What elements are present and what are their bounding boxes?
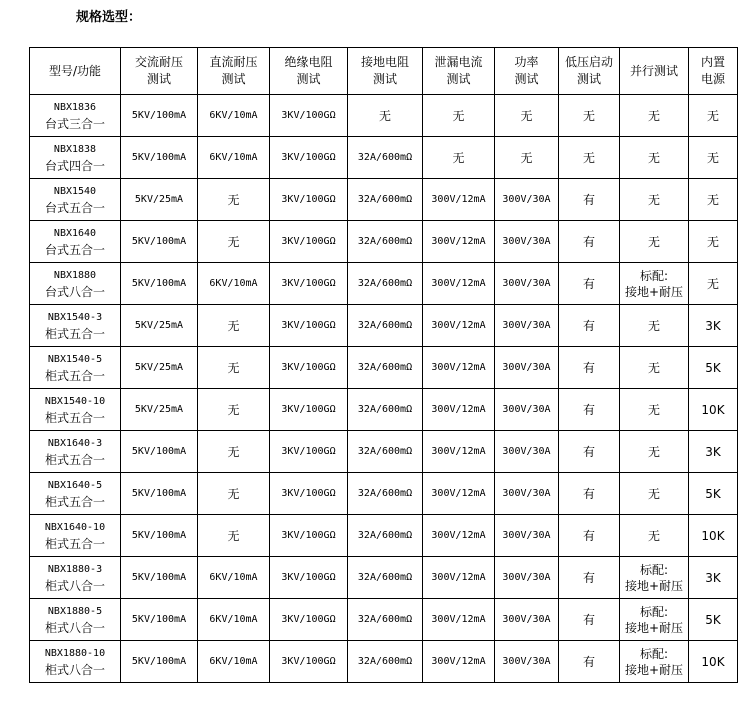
table-row: [30, 515, 738, 557]
cell-leakage-current: 300V/12mA: [423, 557, 495, 599]
cell-ac-withstand: 5KV/100mA: [121, 221, 198, 263]
cell-power: 300V/30A: [495, 599, 559, 641]
cell-ac-withstand: 5KV/25mA: [121, 347, 198, 389]
cell-dc-withstand: 无: [198, 347, 270, 389]
model-name: 柜式五合一: [44, 410, 105, 425]
cell-dc-withstand: 6KV/10mA: [198, 137, 270, 179]
model-code: NBX1540-10: [44, 395, 106, 407]
header-builtin-power: [689, 48, 738, 95]
model-name: 柜式五合一: [44, 368, 105, 383]
model-code: NBX1640: [53, 227, 97, 239]
cell-low-voltage-start: 有: [559, 641, 620, 683]
cell-parallel-test: [620, 431, 689, 473]
cell-ground-resistance: 32A/600mΩ: [348, 431, 423, 473]
cell-power: 300V/30A: [495, 641, 559, 683]
cell-insulation: 3KV/100GΩ: [270, 641, 348, 683]
cell-ground-resistance: 32A/600mΩ: [348, 305, 423, 347]
model-name: 柜式八合一: [44, 578, 105, 593]
model-code: NBX1838: [53, 143, 97, 155]
cell-parallel-test: [620, 221, 689, 263]
cell-low-voltage-start: 有: [559, 473, 620, 515]
model-name: 台式三合一: [44, 116, 105, 131]
cell-insulation: 3KV/100GΩ: [270, 431, 348, 473]
cell-insulation: 3KV/100GΩ: [270, 347, 348, 389]
cell-parallel-test: [620, 347, 689, 389]
header-text: 测试: [221, 72, 246, 86]
cell-model: [30, 137, 121, 179]
cell-low-voltage-start: 有: [559, 389, 620, 431]
parallel-test-text: 无: [647, 192, 660, 207]
table-row: [30, 599, 738, 641]
cell-dc-withstand: 无: [198, 473, 270, 515]
cell-leakage-current: 300V/12mA: [423, 641, 495, 683]
model-code: NBX1640-10: [44, 521, 106, 533]
cell-low-voltage-start: 有: [559, 599, 620, 641]
cell-builtin-power: 3K: [689, 431, 738, 473]
cell-power: 300V/30A: [495, 221, 559, 263]
cell-leakage-current: 300V/12mA: [423, 347, 495, 389]
cell-ground-resistance: 32A/600mΩ: [348, 641, 423, 683]
cell-insulation: 3KV/100GΩ: [270, 305, 348, 347]
parallel-test-text: 接地+耐压: [624, 284, 684, 299]
model-code: NBX1880-10: [44, 647, 106, 659]
section-title: 规格选型：: [76, 10, 142, 25]
cell-power: 300V/30A: [495, 389, 559, 431]
header-text: 绝缘电阻: [284, 55, 333, 69]
model-code: NBX1640-5: [47, 479, 103, 491]
header-text: 交流耐压: [134, 55, 183, 69]
cell-leakage-current: 无: [423, 95, 495, 137]
cell-ground-resistance: 32A/600mΩ: [348, 515, 423, 557]
parallel-test-text: 接地+耐压: [624, 620, 684, 635]
cell-low-voltage-start: 有: [559, 431, 620, 473]
header-text: 低压启动: [564, 55, 613, 69]
spec-table: [29, 47, 738, 683]
cell-low-voltage-start: 有: [559, 221, 620, 263]
header-text: 直流耐压: [209, 55, 258, 69]
model-name: 柜式八合一: [44, 662, 105, 677]
cell-power: 300V/30A: [495, 473, 559, 515]
cell-model: [30, 599, 121, 641]
cell-parallel-test: [620, 515, 689, 557]
cell-builtin-power: 无: [689, 95, 738, 137]
cell-builtin-power: 5K: [689, 599, 738, 641]
parallel-test-text: 标配:: [639, 604, 669, 619]
cell-power: 300V/30A: [495, 263, 559, 305]
cell-low-voltage-start: 有: [559, 305, 620, 347]
cell-insulation: 3KV/100GΩ: [270, 515, 348, 557]
cell-low-voltage-start: 有: [559, 263, 620, 305]
cell-power: 300V/30A: [495, 347, 559, 389]
cell-power: 300V/30A: [495, 557, 559, 599]
model-name: 台式五合一: [44, 200, 105, 215]
table-row: [30, 305, 738, 347]
model-name: 柜式五合一: [44, 536, 105, 551]
table-row: [30, 221, 738, 263]
cell-model: [30, 221, 121, 263]
cell-insulation: 3KV/100GΩ: [270, 473, 348, 515]
cell-leakage-current: 300V/12mA: [423, 305, 495, 347]
model-code: NBX1540-5: [47, 353, 103, 365]
cell-ground-resistance: 32A/600mΩ: [348, 137, 423, 179]
parallel-test-text: 无: [647, 234, 660, 249]
cell-builtin-power: 无: [689, 263, 738, 305]
table-row: [30, 347, 738, 389]
cell-leakage-current: 300V/12mA: [423, 515, 495, 557]
cell-ground-resistance: 32A/600mΩ: [348, 557, 423, 599]
cell-insulation: 3KV/100GΩ: [270, 389, 348, 431]
header-low-voltage-start: [559, 48, 620, 95]
cell-builtin-power: 无: [689, 179, 738, 221]
model-code: NBX1540-3: [47, 311, 103, 323]
table-row: [30, 641, 738, 683]
parallel-test-text: 无: [647, 528, 660, 543]
header-text: 内置: [700, 55, 725, 69]
cell-model: [30, 473, 121, 515]
cell-model: [30, 641, 121, 683]
header-text: 测试: [446, 72, 471, 86]
cell-low-voltage-start: 无: [559, 95, 620, 137]
model-name: 台式五合一: [44, 242, 105, 257]
cell-dc-withstand: 无: [198, 515, 270, 557]
cell-builtin-power: 10K: [689, 389, 738, 431]
cell-ac-withstand: 5KV/100mA: [121, 515, 198, 557]
model-name: 柜式五合一: [44, 452, 105, 467]
cell-low-voltage-start: 有: [559, 515, 620, 557]
cell-leakage-current: 300V/12mA: [423, 389, 495, 431]
cell-ac-withstand: 5KV/25mA: [121, 389, 198, 431]
header-text: 型号/功能: [48, 63, 102, 78]
cell-parallel-test: [620, 95, 689, 137]
cell-model: [30, 431, 121, 473]
parallel-test-text: 接地+耐压: [624, 578, 684, 593]
cell-ac-withstand: 5KV/25mA: [121, 179, 198, 221]
cell-parallel-test: [620, 389, 689, 431]
parallel-test-text: 标配:: [639, 646, 669, 661]
parallel-test-text: 标配:: [639, 562, 669, 577]
cell-low-voltage-start: 有: [559, 347, 620, 389]
cell-builtin-power: 5K: [689, 473, 738, 515]
cell-ac-withstand: 5KV/100mA: [121, 431, 198, 473]
cell-power: 300V/30A: [495, 179, 559, 221]
cell-ac-withstand: 5KV/100mA: [121, 473, 198, 515]
parallel-test-text: 无: [647, 360, 660, 375]
cell-model: [30, 557, 121, 599]
model-name: 台式四合一: [44, 158, 105, 173]
table-row: [30, 473, 738, 515]
cell-insulation: 3KV/100GΩ: [270, 557, 348, 599]
cell-dc-withstand: 6KV/10mA: [198, 263, 270, 305]
cell-builtin-power: 3K: [689, 305, 738, 347]
cell-insulation: 3KV/100GΩ: [270, 221, 348, 263]
header-text: 测试: [146, 72, 171, 86]
cell-builtin-power: 5K: [689, 347, 738, 389]
cell-leakage-current: 无: [423, 137, 495, 179]
parallel-test-text: 标配:: [639, 268, 669, 283]
cell-ac-withstand: 5KV/100mA: [121, 137, 198, 179]
model-code: NBX1880-5: [47, 605, 103, 617]
parallel-test-text: 无: [647, 402, 660, 417]
header-insulation: [270, 48, 348, 95]
cell-ground-resistance: 32A/600mΩ: [348, 347, 423, 389]
table-row: [30, 431, 738, 473]
table-header-row: [30, 48, 738, 95]
header-text: 测试: [296, 72, 321, 86]
header-model: [30, 48, 121, 95]
cell-dc-withstand: 无: [198, 389, 270, 431]
model-code: NBX1836: [53, 101, 97, 113]
cell-builtin-power: 无: [689, 221, 738, 263]
cell-power: 300V/30A: [495, 431, 559, 473]
cell-dc-withstand: 无: [198, 305, 270, 347]
model-name: 台式八合一: [44, 284, 105, 299]
cell-leakage-current: 300V/12mA: [423, 263, 495, 305]
cell-builtin-power: 10K: [689, 515, 738, 557]
cell-ground-resistance: 32A/600mΩ: [348, 221, 423, 263]
header-text: 功率: [514, 55, 539, 69]
table-row: [30, 389, 738, 431]
cell-ac-withstand: 5KV/100mA: [121, 641, 198, 683]
parallel-test-text: 接地+耐压: [624, 662, 684, 677]
model-code: NBX1540: [53, 185, 97, 197]
cell-leakage-current: 300V/12mA: [423, 179, 495, 221]
cell-insulation: 3KV/100GΩ: [270, 137, 348, 179]
cell-dc-withstand: 无: [198, 221, 270, 263]
model-code: NBX1880-3: [47, 563, 103, 575]
model-code: NBX1880: [53, 269, 97, 281]
header-parallel-test: [620, 48, 689, 95]
cell-dc-withstand: 6KV/10mA: [198, 641, 270, 683]
cell-ac-withstand: 5KV/25mA: [121, 305, 198, 347]
cell-dc-withstand: 6KV/10mA: [198, 599, 270, 641]
cell-leakage-current: 300V/12mA: [423, 221, 495, 263]
cell-ac-withstand: 5KV/100mA: [121, 263, 198, 305]
header-ground-resistance: [348, 48, 423, 95]
table-row: [30, 179, 738, 221]
cell-ground-resistance: 32A/600mΩ: [348, 179, 423, 221]
table-row: [30, 137, 738, 179]
cell-parallel-test: [620, 305, 689, 347]
cell-low-voltage-start: 有: [559, 179, 620, 221]
header-text: 测试: [372, 72, 397, 86]
model-code: NBX1640-3: [47, 437, 103, 449]
cell-builtin-power: 无: [689, 137, 738, 179]
cell-low-voltage-start: 有: [559, 557, 620, 599]
cell-dc-withstand: 6KV/10mA: [198, 557, 270, 599]
model-name: 柜式五合一: [44, 326, 105, 341]
cell-ac-withstand: 5KV/100mA: [121, 599, 198, 641]
header-leakage-current: [423, 48, 495, 95]
cell-ground-resistance: 32A/600mΩ: [348, 599, 423, 641]
cell-dc-withstand: 无: [198, 431, 270, 473]
cell-model: [30, 389, 121, 431]
header-text: 电源: [700, 72, 725, 86]
cell-insulation: 3KV/100GΩ: [270, 179, 348, 221]
cell-insulation: 3KV/100GΩ: [270, 599, 348, 641]
cell-ac-withstand: 5KV/100mA: [121, 557, 198, 599]
cell-ground-resistance: 无: [348, 95, 423, 137]
cell-parallel-test: [620, 179, 689, 221]
parallel-test-text: 无: [647, 108, 660, 123]
header-text: 接地电阻: [360, 55, 409, 69]
cell-insulation: 3KV/100GΩ: [270, 95, 348, 137]
header-text: 测试: [576, 72, 601, 86]
cell-ac-withstand: 5KV/100mA: [121, 95, 198, 137]
cell-parallel-test: [620, 557, 689, 599]
cell-leakage-current: 300V/12mA: [423, 473, 495, 515]
cell-builtin-power: 10K: [689, 641, 738, 683]
cell-parallel-test: [620, 473, 689, 515]
parallel-test-text: 无: [647, 444, 660, 459]
cell-model: [30, 515, 121, 557]
cell-insulation: 3KV/100GΩ: [270, 263, 348, 305]
cell-ground-resistance: 32A/600mΩ: [348, 473, 423, 515]
header-text: 并行测试: [629, 63, 678, 78]
model-name: 柜式五合一: [44, 494, 105, 509]
cell-builtin-power: 3K: [689, 557, 738, 599]
model-name: 柜式八合一: [44, 620, 105, 635]
table-row: [30, 263, 738, 305]
header-power: [495, 48, 559, 95]
table-row: [30, 557, 738, 599]
header-text: 测试: [514, 72, 539, 86]
cell-leakage-current: 300V/12mA: [423, 599, 495, 641]
cell-ground-resistance: 32A/600mΩ: [348, 263, 423, 305]
cell-parallel-test: [620, 599, 689, 641]
cell-model: [30, 263, 121, 305]
parallel-test-text: 无: [647, 150, 660, 165]
cell-ground-resistance: 32A/600mΩ: [348, 389, 423, 431]
cell-dc-withstand: 6KV/10mA: [198, 95, 270, 137]
cell-power: 无: [495, 137, 559, 179]
cell-low-voltage-start: 无: [559, 137, 620, 179]
header-ac-withstand: [121, 48, 198, 95]
parallel-test-text: 无: [647, 486, 660, 501]
cell-model: [30, 347, 121, 389]
cell-model: [30, 95, 121, 137]
parallel-test-text: 无: [647, 318, 660, 333]
cell-dc-withstand: 无: [198, 179, 270, 221]
cell-parallel-test: [620, 263, 689, 305]
cell-model: [30, 305, 121, 347]
cell-parallel-test: [620, 641, 689, 683]
header-text: 泄漏电流: [434, 55, 483, 69]
cell-power: 300V/30A: [495, 515, 559, 557]
cell-power: 无: [495, 95, 559, 137]
cell-model: [30, 179, 121, 221]
cell-parallel-test: [620, 137, 689, 179]
header-dc-withstand: [198, 48, 270, 95]
cell-leakage-current: 300V/12mA: [423, 431, 495, 473]
cell-power: 300V/30A: [495, 305, 559, 347]
table-row: [30, 95, 738, 137]
